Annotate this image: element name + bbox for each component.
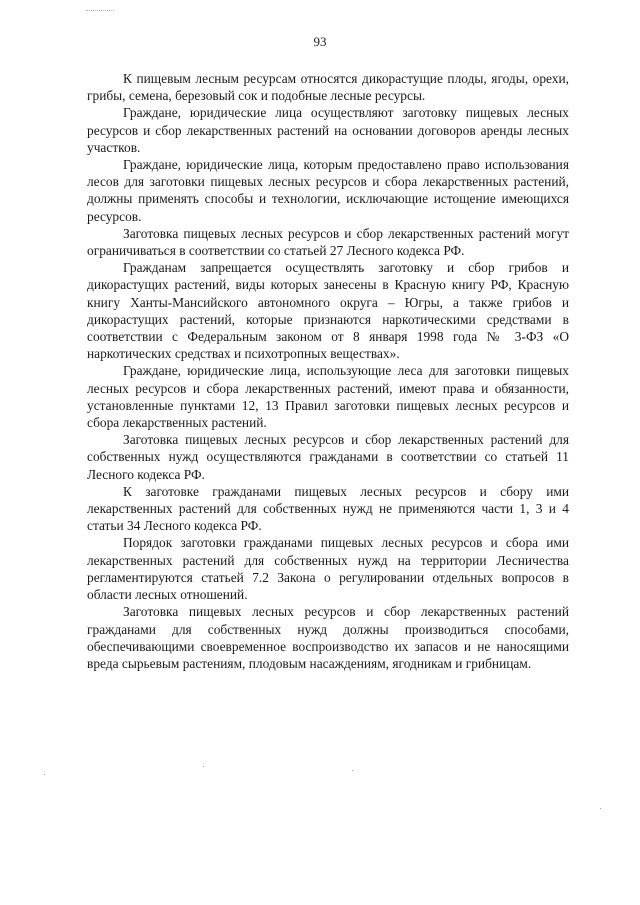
paragraph-own-needs-art11: Заготовка пищевых лесных ресурсов и сбор лекарственных растений для собственных нужд осуществляются гражданами в соответствии со статьей 11 Лесного кодекса РФ. bbox=[87, 432, 569, 482]
paragraph-procedure-law72: Порядок заготовки гражданами пищевых лесных ресурсов и сбора ими лекарственных растений для собственных нужд на территории Лесничества регламентируются статьей 7.2 Закона о регулировании отдельных вопросов в области лесных отношений. bbox=[87, 535, 569, 603]
paragraph-art34-exclusion: К заготовке гражданами пищевых лесных ресурсов и сбору ими лекарственных растений для собственных нужд не применяются части 1, 3 и 4 статьи 34 Лесного кодекса РФ. bbox=[87, 483, 569, 534]
scan-speck bbox=[44, 774, 45, 775]
paragraph-prohibitions: Гражданам запрещается осуществлять заготовку и сбор грибов и дикорастущих растений, виды которых занесены в Красную книгу РФ, Красную книгу Ханты-Мансийского автономного округа – Югры, а также грибов и дикорастущих растений, которые признаются наркотическими средствами в соответствии с Федеральным законом от 8 января 1998 года № 3-ФЗ «О наркотических средствах и психотропных веществах». bbox=[87, 260, 569, 362]
scan-speck bbox=[600, 808, 601, 809]
scan-speck bbox=[203, 766, 204, 767]
scan-artifact bbox=[86, 10, 114, 14]
paragraph-rights-obligations: Граждане, юридические лица, использующие леса для заготовки пищевых лесных ресурсов и сбора лекарственных растений, имеют права и обязанности, установленные пунктами 12, 13 Правил заготовки пищевых лесных ресурсов и сбора лекарственных растений. bbox=[87, 363, 569, 431]
page-number: 93 bbox=[313, 34, 327, 49]
document-body bbox=[87, 70, 569, 672]
paragraph-restrictions-art27: Заготовка пищевых лесных ресурсов и сбор лекарственных растений могут ограничиваться в соответствии со статьей 27 Лесного кодекса РФ. bbox=[87, 225, 569, 259]
scan-speck bbox=[352, 770, 353, 771]
paragraph-lease-basis: Граждане, юридические лица осуществляют заготовку пищевых лесных ресурсов и сбор лекарственных растений на основании договоров аренды лесных участков. bbox=[87, 105, 569, 155]
paragraph-harvest-methods: Заготовка пищевых лесных ресурсов и сбор лекарственных растений гражданами для собственных нужд должны производиться способами, обеспечивающими своевременное воспроизводство их запасов и не наносящими вреда сырьевым растениям, плодовым насаждениям, ягодникам и грибницам. bbox=[87, 604, 569, 671]
paragraph-food-resources-definition: К пищевым лесным ресурсам относятся дикорастущие плоды, ягоды, орехи, грибы, семена, березовый сок и подобные лесные ресурсы. bbox=[87, 71, 569, 104]
paragraph-technologies: Граждане, юридические лица, которым предоставлено право использования лесов для заготовки пищевых лесных ресурсов и сбора лекарственных растений, должны применять способы и технологии, исключающие истощение имеющихся ресурсов. bbox=[87, 157, 569, 224]
